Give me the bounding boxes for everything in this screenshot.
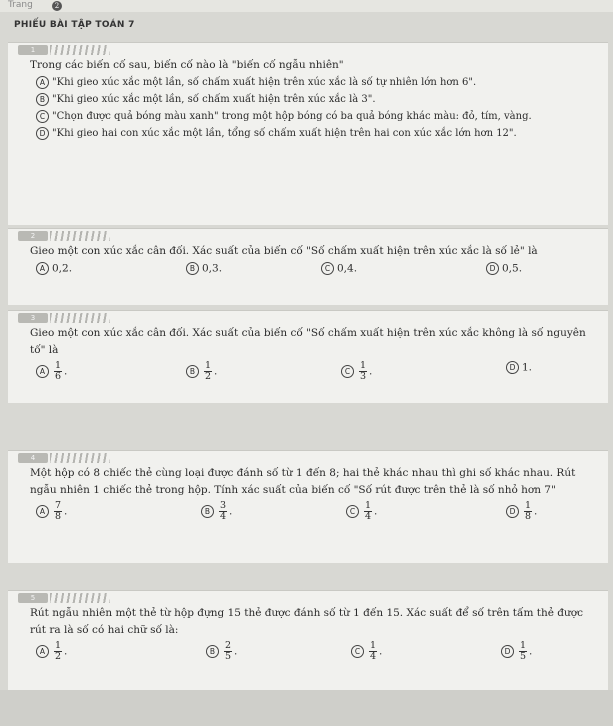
question-2 (8, 228, 608, 305)
option-letter: A (36, 645, 49, 658)
question-text: Một hộp có 8 chiếc thẻ cùng loại được đánh số từ 1 đến 8; hai thẻ khác nhau thì ghi số khác nhau. Rút ngẫu nhiên 1 chiếc thẻ trong hộp. Tính xác suất của biến cố "Số rút được trên thẻ là số nhỏ hơn 7" (30, 467, 576, 496)
option-a[interactable] (36, 74, 594, 91)
option-letter: B (186, 262, 199, 275)
question-text: Trong các biến cố sau, biến cố nào là "biến cố ngẫu nhiên" (30, 59, 344, 71)
top-bar (0, 0, 613, 12)
option-d[interactable]: D $\frac{1}{5}$ . (501, 641, 532, 662)
option-text: "Khi gieo hai con xúc xắc một lần, tổng số chấm xuất hiện trên hai con xúc xắc lớn hơn 12". (52, 128, 517, 139)
option-b[interactable]: B $\frac{3}{4}$ . (201, 501, 232, 522)
option-letter: A (36, 262, 49, 275)
option-d[interactable] (506, 361, 532, 374)
option-b[interactable]: B $\frac{1}{2}$ . (186, 361, 217, 382)
option-a[interactable]: A $\frac{1}{2}$ . (36, 641, 67, 662)
header-stripe (50, 313, 110, 323)
question-number: 1 (18, 45, 48, 55)
option-text: 0,2. (52, 262, 73, 275)
option-letter: D (486, 262, 499, 275)
option-b[interactable] (186, 262, 222, 275)
option-a[interactable]: A $\frac{7}{8}$ . (36, 501, 67, 522)
question-3 (8, 310, 608, 403)
option-letter: B (36, 93, 49, 106)
option-fraction: $\frac{1}{3}$ (360, 360, 367, 382)
option-fraction: $\frac{1}{5}$ (520, 640, 527, 662)
sheet-title: PHIẾU BÀI TẬP TOÁN 7 (14, 20, 135, 30)
question-5 (8, 590, 608, 691)
option-text: "Chọn được quả bóng màu xanh" trong một hộp bóng có ba quả bóng khác màu: đỏ, tím, vàng. (52, 111, 532, 122)
option-fraction: $\frac{3}{4}$ (220, 500, 227, 522)
options-row (36, 639, 608, 669)
options-row (36, 499, 608, 529)
option-c[interactable]: C $\frac{1}{3}$ . (341, 361, 372, 382)
option-text: "Khi gieo xúc xắc một lần, số chấm xuất hiện trên xúc xắc là 3". (52, 94, 376, 105)
question-header (8, 43, 608, 57)
header-stripe (50, 231, 110, 241)
option-a[interactable] (36, 262, 72, 275)
option-letter: A (36, 76, 49, 89)
bottom-shade (0, 690, 613, 726)
question-number: 4 (18, 453, 48, 463)
option-fraction: $\frac{2}{5}$ (225, 640, 232, 662)
option-a[interactable]: A $\frac{1}{6}$ . (36, 361, 67, 382)
option-b[interactable]: B $\frac{2}{5}$ . (206, 641, 237, 662)
option-fraction: $\frac{1}{8}$ (525, 500, 532, 522)
option-letter: B (186, 365, 199, 378)
header-stripe (50, 453, 110, 463)
option-d[interactable] (36, 125, 594, 142)
options-row (36, 260, 608, 282)
option-letter: D (506, 505, 519, 518)
page-tag: Trang (8, 0, 33, 10)
option-letter: A (36, 505, 49, 518)
option-text: "Khi gieo xúc xắc một lần, số chấm xuất hiện trên xúc xắc là số tự nhiên lớn hơn 6". (52, 77, 477, 88)
options-row (36, 359, 608, 389)
option-text: 0,4. (337, 262, 358, 275)
question-1 (8, 42, 608, 225)
option-letter: D (36, 127, 49, 140)
option-fraction: $\frac{7}{8}$ (55, 500, 62, 522)
option-c[interactable]: C $\frac{1}{4}$ . (346, 501, 377, 522)
option-letter: A (36, 365, 49, 378)
question-text: Gieo một con xúc xắc cân đối. Xác suất của biến cố "Số chấm xuất hiện trên xúc xắc là số lẻ" là (30, 245, 538, 257)
option-letter: C (36, 110, 49, 123)
option-fraction: $\frac{1}{4}$ (365, 500, 372, 522)
page-badge: 2 (52, 1, 62, 11)
option-text: 1. (522, 361, 533, 374)
option-letter: D (506, 361, 519, 374)
question-text: Gieo một con xúc xắc cân đối. Xác suất của biến cố "Số chấm xuất hiện trên xúc xắc không là số nguyên tố" là (30, 327, 586, 356)
option-letter: B (201, 505, 214, 518)
header-stripe (50, 593, 110, 603)
option-letter: D (501, 645, 514, 658)
option-text: 0,5. (502, 262, 523, 275)
question-header (8, 311, 608, 325)
option-letter: C (351, 645, 364, 658)
option-d[interactable]: D $\frac{1}{8}$ . (506, 501, 537, 522)
option-fraction: $\frac{1}{2}$ (205, 360, 212, 382)
option-c[interactable] (36, 108, 594, 125)
option-letter: C (321, 262, 334, 275)
header-stripe (50, 45, 110, 55)
question-number: 5 (18, 593, 48, 603)
option-fraction: $\frac{1}{6}$ (55, 360, 62, 382)
option-letter: C (341, 365, 354, 378)
option-b[interactable] (36, 91, 594, 108)
option-d[interactable] (486, 262, 522, 275)
question-header (8, 229, 608, 243)
option-fraction: $\frac{1}{2}$ (55, 640, 62, 662)
option-letter: B (206, 645, 219, 658)
option-c[interactable]: C $\frac{1}{4}$ . (351, 641, 382, 662)
question-4 (8, 450, 608, 563)
option-c[interactable] (321, 262, 357, 275)
question-text: Rút ngẫu nhiên một thẻ từ hộp đựng 15 thẻ được đánh số từ 1 đến 15. Xác suất để số trên tấm thẻ được rút ra là số có hai chữ số là: (30, 607, 583, 636)
question-header (8, 451, 608, 465)
question-header (8, 591, 608, 605)
option-fraction: $\frac{1}{4}$ (370, 640, 377, 662)
question-number: 3 (18, 313, 48, 323)
question-number: 2 (18, 231, 48, 241)
option-letter: C (346, 505, 359, 518)
option-text: 0,3. (202, 262, 223, 275)
